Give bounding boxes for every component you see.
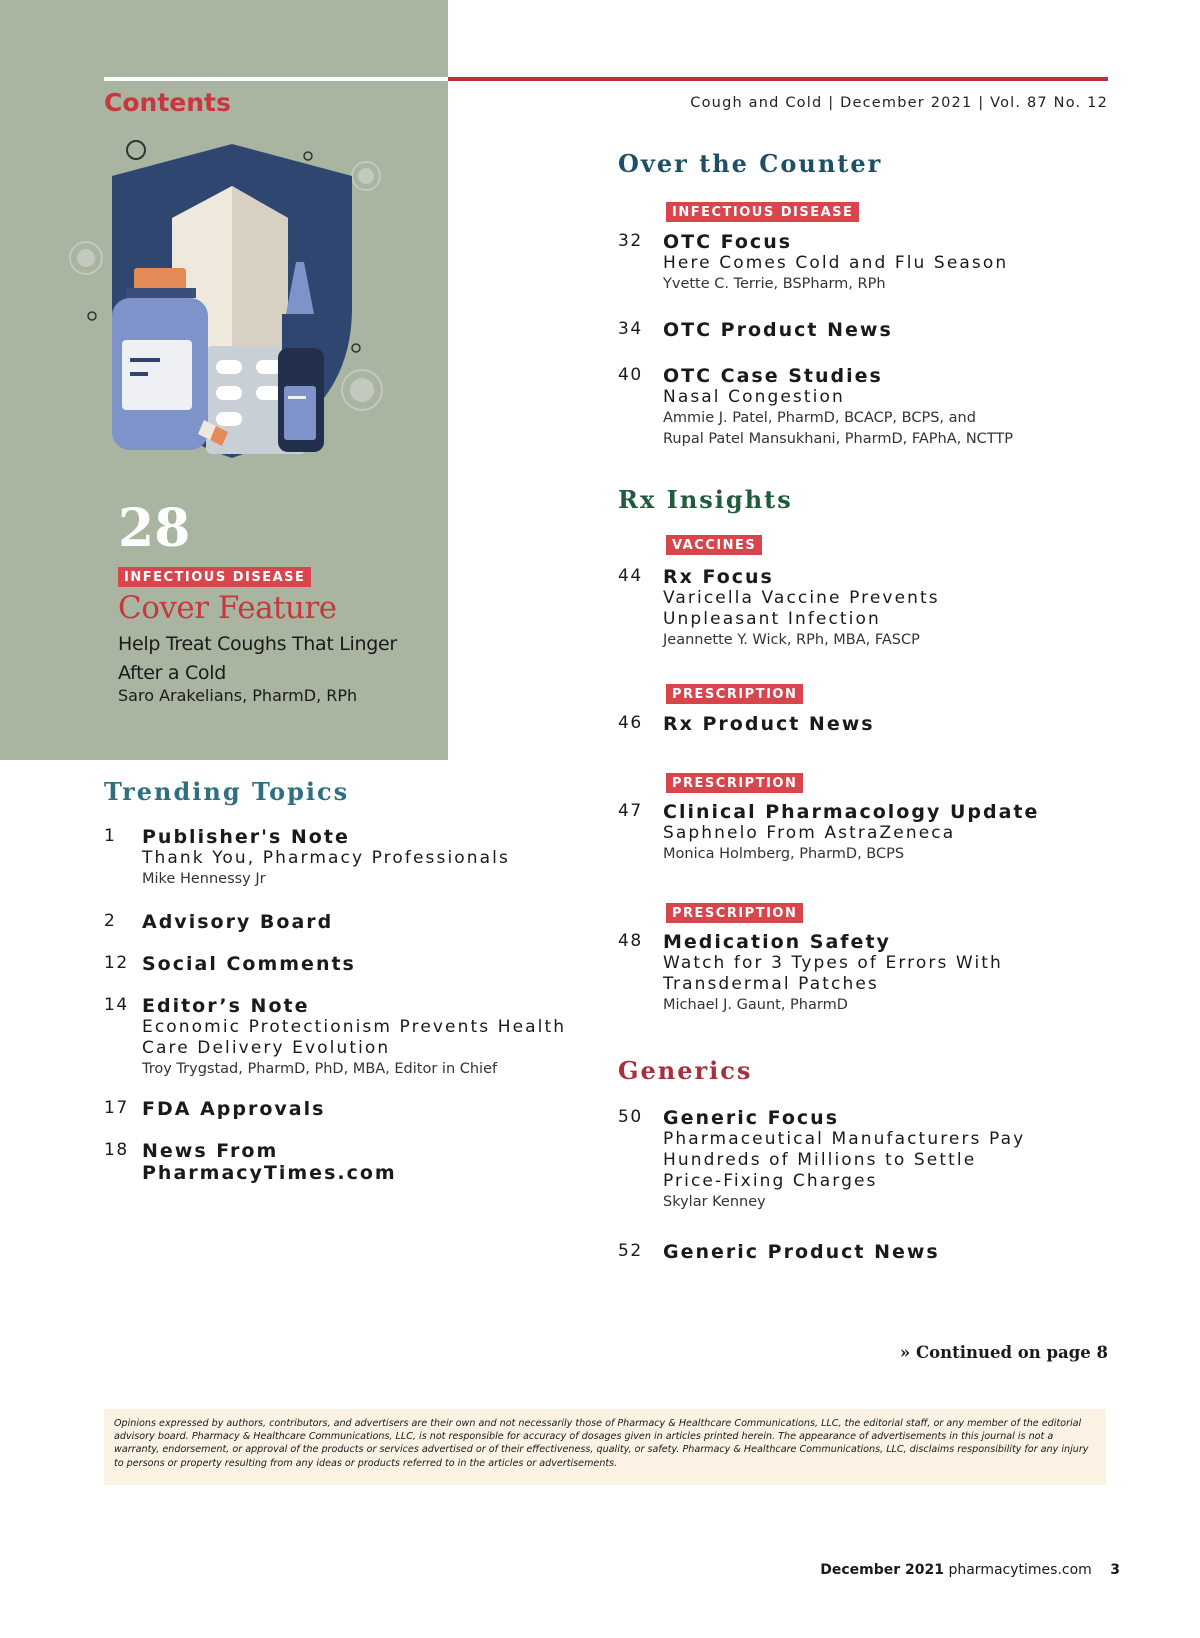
footer-page-number: 3 xyxy=(1110,1562,1120,1578)
entry-subtitle: Here Comes Cold and Flu Season xyxy=(663,253,1009,273)
page-footer xyxy=(820,1562,1120,1578)
entry-page-number: 44 xyxy=(618,566,643,586)
entry-title[interactable]: Generic Focus xyxy=(663,1107,840,1129)
entry-page-number: 34 xyxy=(618,319,643,339)
entry-author: Monica Holmberg, PharmD, BCPS xyxy=(663,846,905,862)
cover-category-tag: INFECTIOUS DISEASE xyxy=(118,567,311,587)
entry-page-number: 32 xyxy=(618,231,643,251)
entry-title[interactable]: Advisory Board xyxy=(142,911,334,933)
entry-title[interactable]: OTC Focus xyxy=(663,231,793,253)
entry-author: Rupal Patel Mansukhani, PharmD, FAPhA, NCTTP xyxy=(663,431,1014,447)
section-heading-otc: Over the Counter xyxy=(618,149,883,178)
category-tag: PRESCRIPTION xyxy=(666,903,803,923)
entry-author: Yvette C. Terrie, BSPharm, RPh xyxy=(663,276,886,292)
entry-title[interactable]: Rx Product News xyxy=(663,713,875,735)
cover-feature-title[interactable]: Cover Feature xyxy=(118,590,337,626)
cover-feature-subtitle: Help Treat Coughs That Linger After a Cold xyxy=(118,633,397,684)
category-tag: INFECTIOUS DISEASE xyxy=(666,202,859,222)
category-tag: PRESCRIPTION xyxy=(666,684,803,704)
entry-subtitle: Economic Protectionism Prevents Health xyxy=(142,1017,567,1037)
entry-subtitle: Saphnelo From AstraZeneca xyxy=(663,823,956,843)
cover-feature-author: Saro Arakelians, PharmD, RPh xyxy=(118,686,358,705)
entry-page-number: 14 xyxy=(104,995,129,1015)
section-heading-rx-insights: Rx Insights xyxy=(618,485,793,514)
entry-author: Ammie J. Patel, PharmD, BCACP, BCPS, and xyxy=(663,410,976,426)
entry-subtitle: Varicella Vaccine Prevents xyxy=(663,588,940,608)
issue-info: Cough and Cold | December 2021 | Vol. 87 No. 12 xyxy=(690,95,1108,111)
entry-title[interactable]: OTC Case Studies xyxy=(663,365,883,387)
category-tag: PRESCRIPTION xyxy=(666,773,803,793)
entry-subtitle: Watch for 3 Types of Errors With xyxy=(663,953,1003,973)
entry-title[interactable]: Rx Focus xyxy=(663,566,774,588)
entry-author: Jeannette Y. Wick, RPh, MBA, FASCP xyxy=(663,632,920,648)
entry-author: Troy Trygstad, PharmD, PhD, MBA, Editor in Chief xyxy=(142,1061,498,1077)
entry-page-number: 52 xyxy=(618,1241,643,1261)
entry-subtitle: Thank You, Pharmacy Professionals xyxy=(142,848,510,868)
section-heading-trending-topics: Trending Topics xyxy=(104,777,350,806)
entry-title[interactable]: Publisher's Note xyxy=(142,826,350,848)
entry-title[interactable]: OTC Product News xyxy=(663,319,893,341)
entry-subtitle: Care Delivery Evolution xyxy=(142,1038,391,1058)
entry-page-number: 50 xyxy=(618,1107,643,1127)
entry-subtitle: Nasal Congestion xyxy=(663,387,845,407)
entry-title[interactable]: FDA Approvals xyxy=(142,1098,326,1120)
entry-subtitle: Hundreds of Millions to Settle xyxy=(663,1150,977,1170)
footer-date: December 2021 xyxy=(820,1562,945,1578)
divider-rule-white xyxy=(104,77,448,81)
entry-page-number: 48 xyxy=(618,931,643,951)
contents-title: Contents xyxy=(104,88,231,117)
entry-title[interactable]: Social Comments xyxy=(142,953,356,975)
entry-author: Skylar Kenney xyxy=(663,1194,766,1210)
entry-subtitle: Pharmaceutical Manufacturers Pay xyxy=(663,1129,1026,1149)
entry-page-number: 18 xyxy=(104,1140,129,1160)
footer-site[interactable]: pharmacytimes.com xyxy=(948,1562,1092,1578)
entry-title[interactable]: Generic Product News xyxy=(663,1241,940,1263)
entry-page-number: 2 xyxy=(104,911,117,931)
entry-title[interactable]: PharmacyTimes.com xyxy=(142,1162,397,1184)
disclaimer-box: Opinions expressed by authors, contributors, and advertisers are their own and not necessarily those of Pharmacy & Healthcare Communications, LLC, the editorial staff, or any member of the editorial advisory board. Pharmacy & Healthcare Communications, LLC, is not responsible for accuracy of dosages given in articles printed herein. The appearance of advertisements in this journal is not a warranty, endorsement, or approval of the products or services advertised or of their effectiveness, quality, or safety. Pharmacy & Healthcare Communications, LLC, disclaims responsibility for any injury to persons or property resulting from any ideas or products referred to in the articles or advertisements. xyxy=(104,1409,1106,1485)
divider-rule-red xyxy=(448,77,1108,81)
entry-subtitle: Price-Fixing Charges xyxy=(663,1171,878,1191)
entry-author: Michael J. Gaunt, PharmD xyxy=(663,997,848,1013)
entry-subtitle: Unpleasant Infection xyxy=(663,609,881,629)
entry-author: Mike Hennessy Jr xyxy=(142,871,266,887)
entry-title[interactable]: Editor’s Note xyxy=(142,995,310,1017)
section-heading-generics: Generics xyxy=(618,1056,753,1085)
medicine-bottles-shield-illustration[interactable] xyxy=(56,138,408,478)
entry-subtitle: Transdermal Patches xyxy=(663,974,879,994)
entry-title[interactable]: Clinical Pharmacology Update xyxy=(663,801,1040,823)
entry-page-number: 47 xyxy=(618,801,643,821)
entry-page-number: 46 xyxy=(618,713,643,733)
category-tag: VACCINES xyxy=(666,535,762,555)
entry-title[interactable]: Medication Safety xyxy=(663,931,891,953)
entry-page-number: 40 xyxy=(618,365,643,385)
entry-title[interactable]: News From xyxy=(142,1140,279,1162)
cover-page-number: 28 xyxy=(118,498,191,559)
entry-page-number: 17 xyxy=(104,1098,129,1118)
entry-page-number: 12 xyxy=(104,953,129,973)
entry-page-number: 1 xyxy=(104,826,117,846)
continued-link[interactable]: » Continued on page 8 xyxy=(899,1343,1108,1362)
